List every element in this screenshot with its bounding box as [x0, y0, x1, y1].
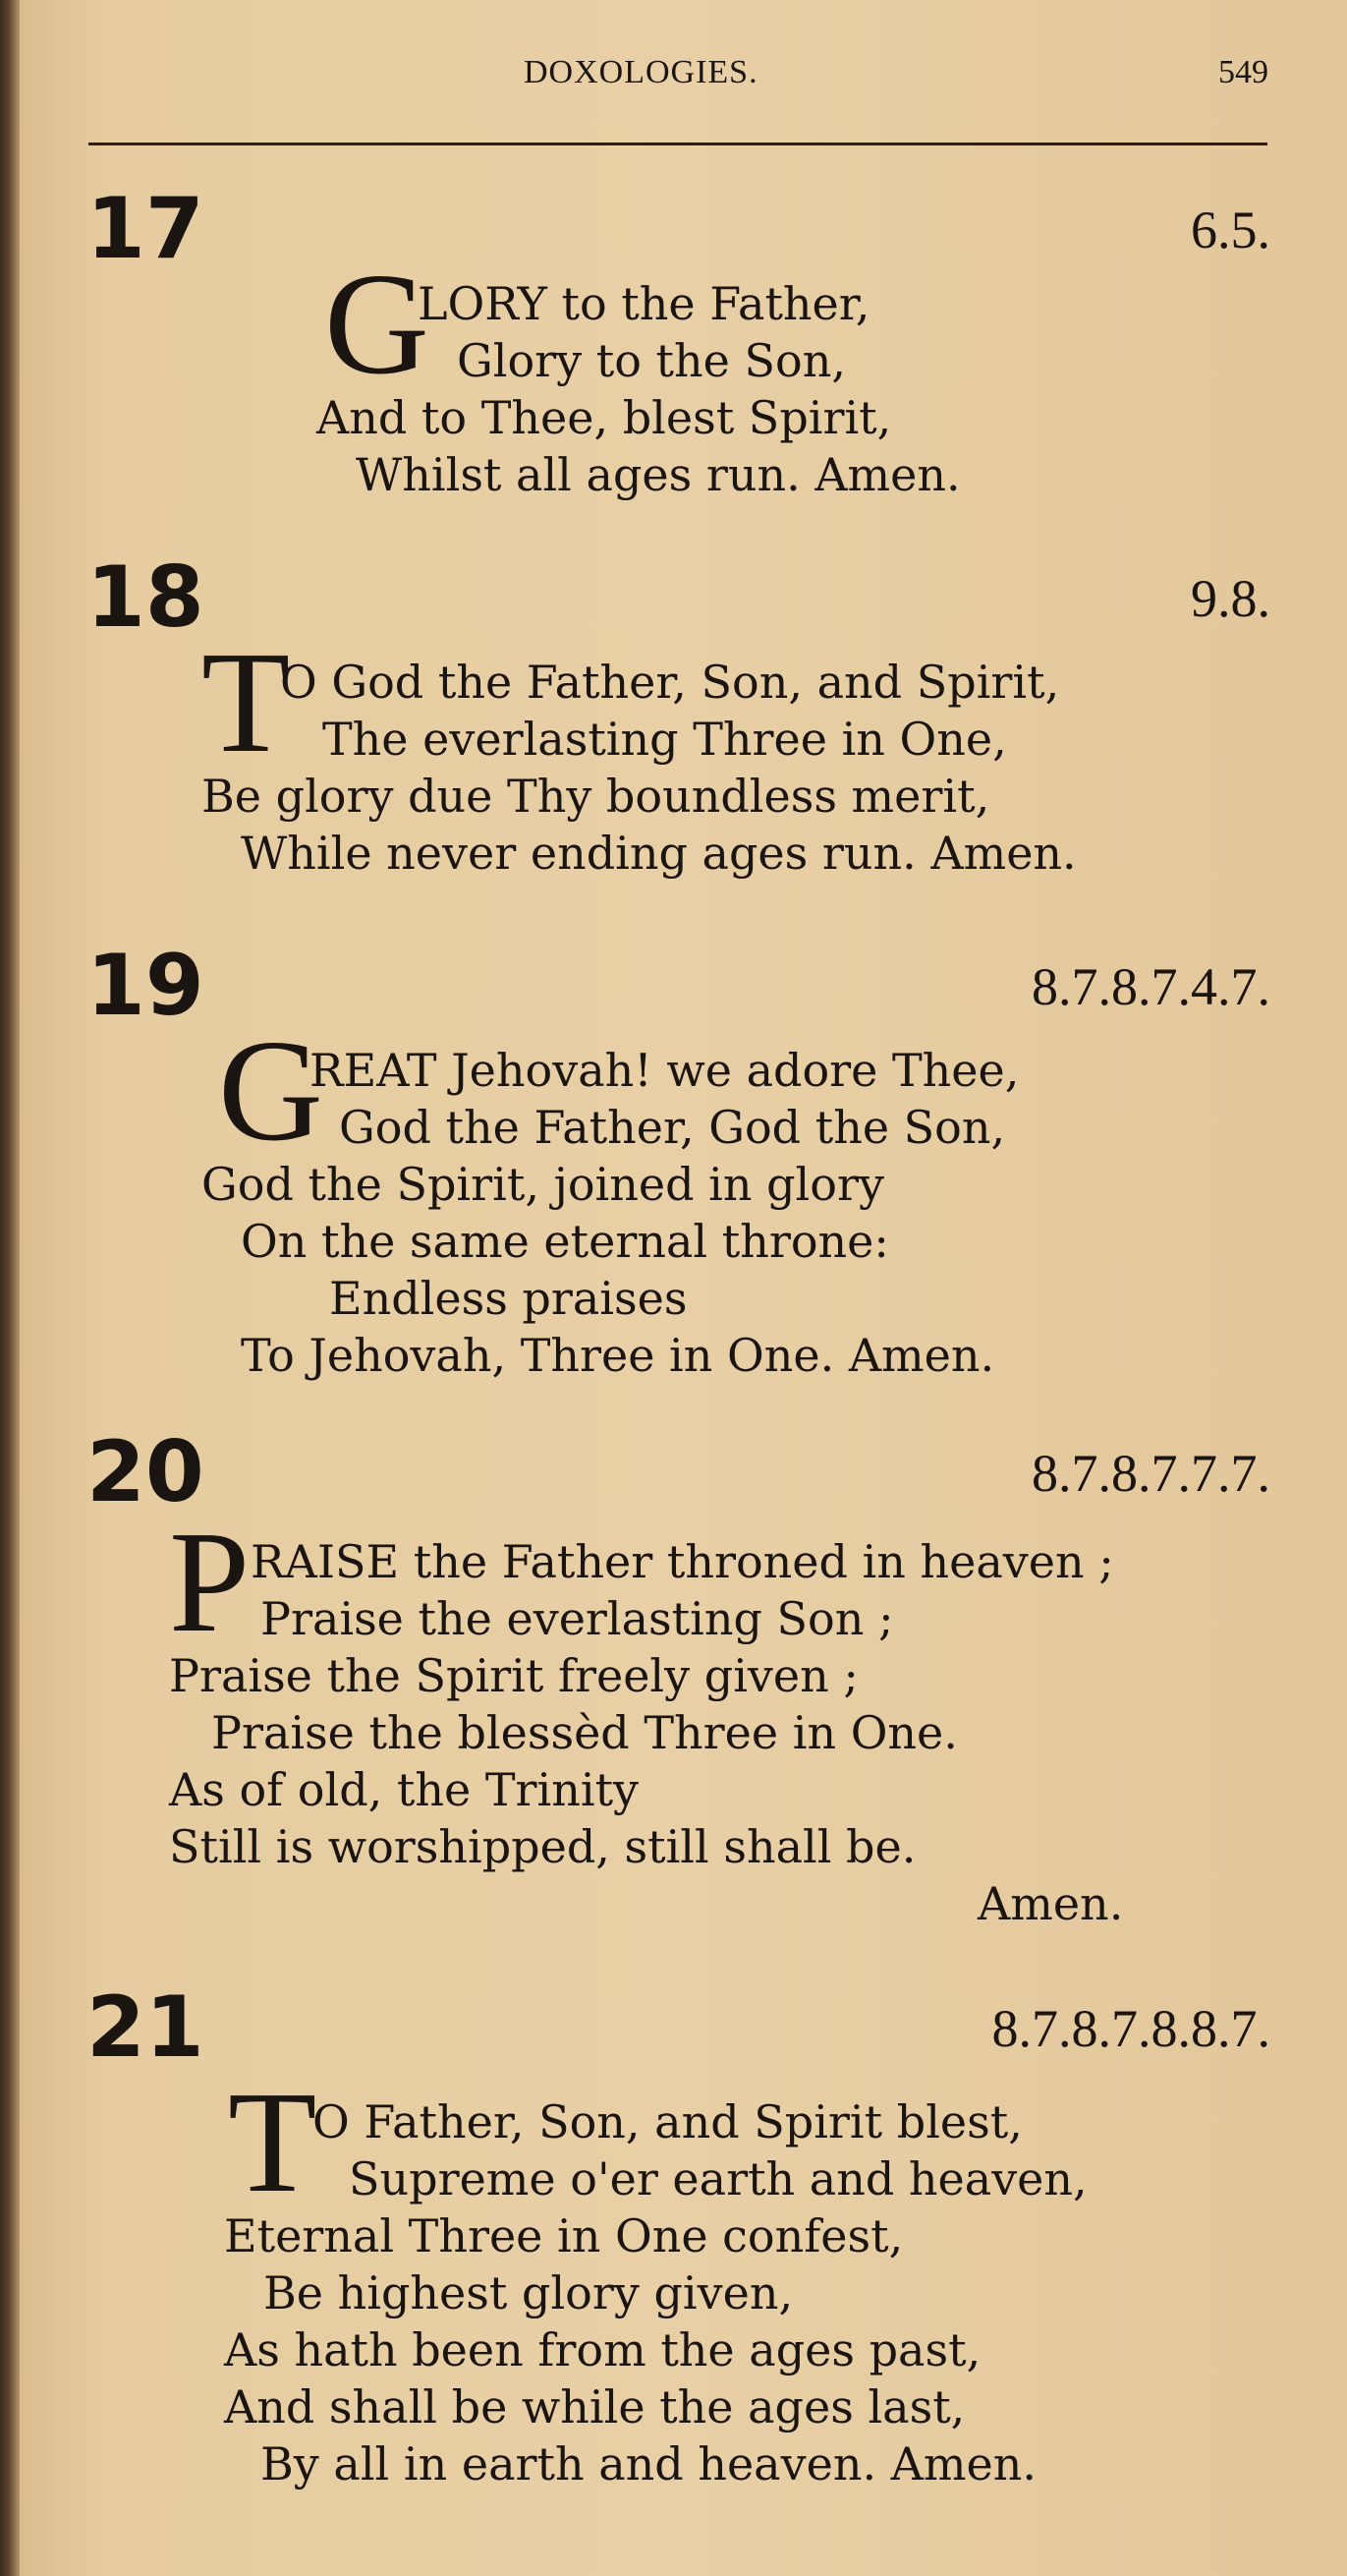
verse-line: And to Thee, blest Spirit, — [316, 391, 892, 444]
hymn-number: 20 — [86, 1423, 204, 1521]
verse-line: Whilst all ages run. Amen. — [356, 448, 961, 501]
meter: 6.5. — [1191, 200, 1270, 259]
verse-line: As of old, the Trinity — [169, 1763, 640, 1816]
verse-line: O Father, Son, and Spirit blest, — [312, 2095, 1023, 2148]
verse-line: The everlasting Three in One, — [322, 713, 1007, 766]
verse-line: Praise the blessèd Three in One. — [211, 1706, 958, 1759]
hymn-number: 19 — [86, 937, 204, 1035]
page-number: 549 — [1218, 54, 1268, 90]
drop-cap: G — [324, 244, 429, 405]
verse-line: Supreme o'er earth and heaven, — [349, 2152, 1088, 2205]
hymn-17 — [0, 180, 1347, 521]
verse-line: By all in earth and heaven. Amen. — [260, 2437, 1037, 2490]
verse-line: Be highest glory given, — [263, 2266, 794, 2319]
drop-cap: T — [201, 622, 291, 783]
verse-line: On the same eternal throne: — [241, 1215, 889, 1268]
verse-line: LORY to the Father, — [418, 277, 870, 330]
verse-line: Still is worshipped, still shall be. — [169, 1820, 917, 1873]
drop-cap: P — [169, 1502, 251, 1663]
amen-line: Amen. — [978, 1877, 1124, 1930]
verse-line: RAISE the Father throned in heaven ; — [251, 1535, 1114, 1588]
running-title: DOXOLOGIES. — [524, 54, 758, 90]
verse-line: God the Father, God the Son, — [339, 1101, 1006, 1154]
verse-line: Eternal Three in One confest, — [224, 2209, 904, 2262]
hymn-20 — [0, 1423, 1347, 1980]
verse-line: As hath been from the ages past, — [224, 2323, 982, 2376]
hymn-19 — [0, 937, 1347, 1415]
verse-line: Endless praises — [329, 1272, 688, 1325]
hymn-number: 17 — [86, 180, 204, 278]
verse-line: Glory to the Son, — [457, 334, 846, 387]
hymn-number: 21 — [86, 1978, 204, 2077]
hymn-21 — [0, 1978, 1347, 2536]
verse-line: Praise the Spirit freely given ; — [169, 1649, 859, 1702]
verse-line: Be glory due Thy boundless merit, — [201, 770, 990, 823]
verse-line: God the Spirit, joined in glory — [201, 1158, 884, 1211]
verse-line: O God the Father, Son, and Spirit, — [280, 656, 1060, 709]
verse-line: REAT Jehovah! we adore Thee, — [309, 1044, 1020, 1097]
drop-cap: G — [218, 1010, 323, 1172]
meter: 8.7.8.7.7.7. — [1032, 1444, 1270, 1503]
header-rule — [88, 143, 1267, 145]
verse-line: While never ending ages run. Amen. — [241, 827, 1077, 880]
hymn-18 — [0, 548, 1347, 909]
verse-line: To Jehovah, Three in One. Amen. — [241, 1329, 995, 1382]
verse-line: And shall be while the ages last, — [224, 2380, 966, 2433]
drop-cap: T — [228, 2062, 317, 2223]
running-head — [0, 54, 1347, 103]
hymn-number: 18 — [86, 548, 204, 647]
meter: 8.7.8.7.8.8.7. — [991, 1999, 1270, 2058]
verse-line: Praise the everlasting Son ; — [260, 1592, 894, 1645]
meter: 8.7.8.7.4.7. — [1032, 957, 1270, 1016]
meter: 9.8. — [1191, 569, 1270, 628]
